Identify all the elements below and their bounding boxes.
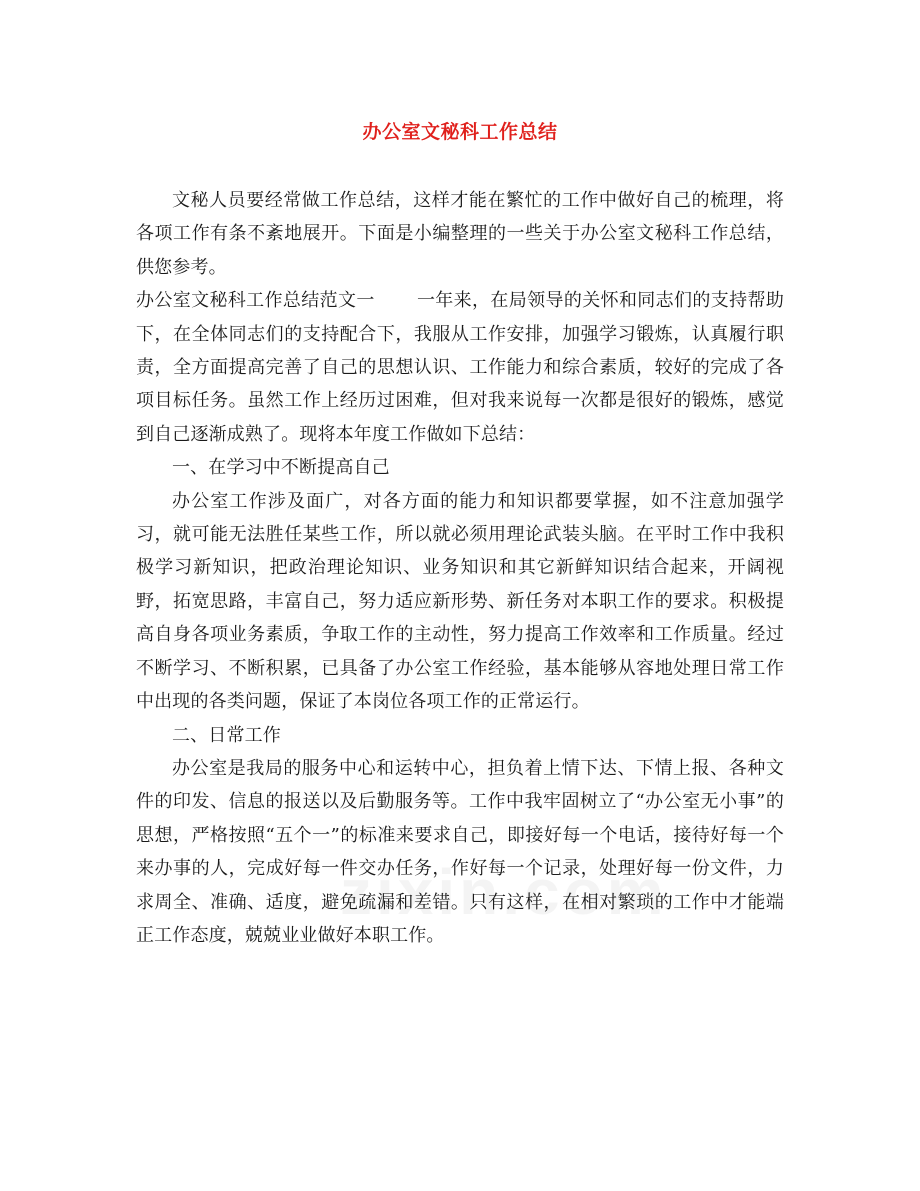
document-title: 办公室文秘科工作总结: [362, 121, 558, 143]
document-body: [136, 184, 784, 952]
sample-heading: 办公室文秘科工作总结范文一: [136, 290, 375, 312]
section-heading-1: 一、在学习中不断提高自己: [172, 457, 390, 479]
section-paragraph-1: 办公室工作涉及面广，对各方面的能力和知识都要掌握，如不注意加强学习，就可能无法胜任某些工作，所以就必须用理论武装头脑。在平时工作中我积极学习新知识，把政治理论知识、业务知识和其它新鲜知识结合起来，开阔视野，拓宽思路，丰富自己，努力适应新形势、新任务对本职工作的要求。积极提高自身各项业务素质，争取工作的主动性，努力提高工作效率和工作质量。经过不断学习、不断积累，已具备了办公室工作经验，基本能够从容地处理日常工作中出现的各类问题，保证了本岗位各项工作的正常运行。: [136, 490, 784, 713]
sample-opening-text: 一年来，在局领导的关怀和同志们的支持帮助下，在全体同志们的支持配合下，我服从工作安排，加强学习锻炼，认真履行职责，全方面提高完善了自己的思想认识、工作能力和综合素质，较好的完成了各项目标任务。虽然工作上经历过困难，但对我来说每一次都是很好的锻炼，感觉到自己逐渐成熟了。现将本年度工作做如下总结：: [136, 290, 785, 445]
intro-paragraph: 文秘人员要经常做工作总结，这样才能在繁忙的工作中做好自己的梳理，将各项工作有条不紊地展开。下面是小编整理的一些关于办公室文秘科工作总结，供您参考。: [136, 190, 784, 278]
sample-paragraph: [136, 284, 784, 451]
section-paragraph-2: 办公室是我局的服务中心和运转中心，担负着上情下达、下情上报、各种文件的印发、信息的报送以及后勤服务等。工作中我牢固树立了“办公室无小事”的思想，严格按照“五个一”的标准来要求自己，即接好每一个电话，接待好每一个来办事的人，完成好每一件交办任务，作好每一个记录，处理好每一份文件，力求周全、准确、适度，避免疏漏和差错。只有这样，在相对繁琐的工作中才能端正工作态度，兢兢业业做好本职工作。: [136, 757, 784, 946]
section-heading-2: 二、日常工作: [172, 724, 281, 746]
